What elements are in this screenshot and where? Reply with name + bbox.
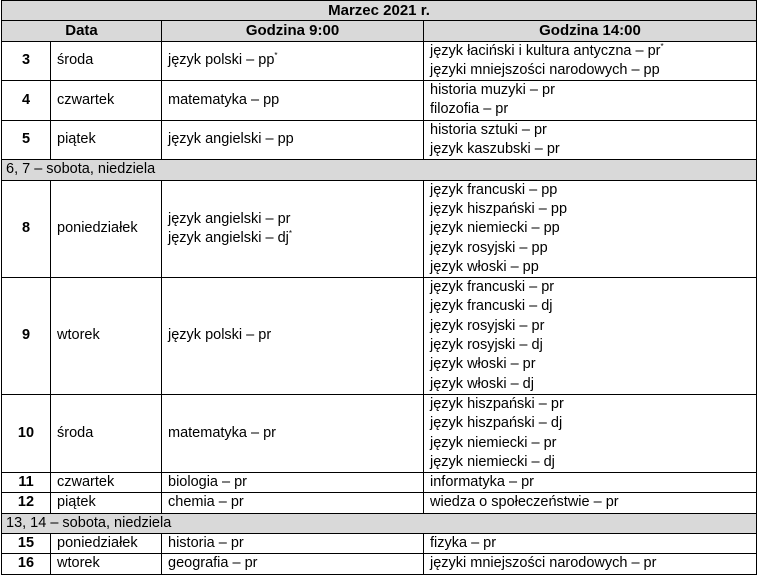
morning-exams	[162, 81, 424, 121]
morning-exams	[162, 534, 424, 554]
day-row	[2, 81, 757, 121]
subject-entry	[168, 424, 417, 443]
day-row	[2, 554, 757, 574]
subject-text: język rosyjski – pp	[430, 239, 548, 256]
subject-entry	[168, 51, 417, 70]
subject-entry	[168, 534, 417, 553]
subject-entry	[430, 493, 750, 512]
subject-entry	[430, 100, 750, 119]
header-am: Godzina 9:00	[162, 21, 424, 41]
subject-entry	[168, 326, 417, 345]
subject-entry	[168, 229, 417, 248]
weekday: wtorek	[51, 278, 162, 395]
day-number: 4	[2, 81, 51, 121]
subject-text: język niemiecki – pp	[430, 220, 560, 237]
subject-entry	[430, 453, 750, 472]
weekday: poniedziałek	[51, 534, 162, 554]
day-row	[2, 41, 757, 81]
morning-exams	[162, 180, 424, 277]
weekday: piątek	[51, 493, 162, 513]
day-number: 3	[2, 41, 51, 81]
subject-entry	[430, 355, 750, 374]
subject-text: język hiszpański – pr	[430, 395, 564, 412]
afternoon-exams	[424, 180, 757, 277]
subject-text: język polski – pp	[168, 52, 275, 69]
morning-exams	[162, 473, 424, 493]
subject-entry	[430, 200, 750, 219]
day-number: 15	[2, 534, 51, 554]
afternoon-exams	[424, 394, 757, 472]
day-number: 10	[2, 394, 51, 472]
subject-entry	[168, 130, 417, 149]
subject-entry	[430, 81, 750, 100]
day-row	[2, 493, 757, 513]
subject-entry	[430, 121, 750, 140]
subject-entry	[168, 554, 417, 573]
subject-entry	[430, 434, 750, 453]
subject-text: język angielski – pr	[168, 210, 291, 227]
day-number: 11	[2, 473, 51, 493]
morning-exams	[162, 120, 424, 160]
subject-entry	[430, 42, 750, 61]
day-number: 9	[2, 278, 51, 395]
subject-text: języki mniejszości narodowych – pp	[430, 61, 660, 78]
subject-text: chemia – pr	[168, 494, 244, 511]
day-number: 5	[2, 120, 51, 160]
subject-text: matematyka – pr	[168, 424, 276, 441]
morning-exams	[162, 41, 424, 81]
subject-text: wiedza o społeczeństwie – pr	[430, 494, 619, 511]
footnote-mark: *	[274, 51, 278, 61]
subject-entry	[430, 258, 750, 277]
afternoon-exams	[424, 493, 757, 513]
footnote-mark: *	[288, 229, 293, 239]
day-row	[2, 120, 757, 160]
subject-entry	[430, 414, 750, 433]
day-number: 12	[2, 493, 51, 513]
subject-entry	[168, 493, 417, 512]
subject-text: język łaciński i kultura antyczna – pr	[430, 42, 661, 59]
subject-text: historia muzyki – pr	[430, 82, 555, 99]
exam-schedule-table	[1, 0, 757, 575]
morning-exams	[162, 493, 424, 513]
morning-exams	[162, 554, 424, 574]
subject-entry	[168, 210, 417, 229]
table-header-row	[2, 21, 757, 41]
subject-entry	[430, 395, 750, 414]
weekday: poniedziałek	[51, 180, 162, 277]
day-row	[2, 534, 757, 554]
subject-text: język angielski – pp	[168, 131, 294, 148]
subject-text: język francuski – dj	[430, 298, 553, 315]
subject-entry	[168, 473, 417, 492]
subject-text: język włoski – pp	[430, 258, 539, 275]
day-number: 8	[2, 180, 51, 277]
subject-entry	[430, 554, 750, 573]
subject-text: język francuski – pp	[430, 181, 558, 198]
subject-text: język polski – pr	[168, 327, 272, 344]
subject-entry	[430, 336, 750, 355]
subject-entry	[430, 297, 750, 316]
header-date: Data	[2, 21, 162, 41]
subject-text: geografia – pr	[168, 555, 258, 572]
subject-text: język francuski – pr	[430, 279, 555, 296]
subject-entry	[430, 140, 750, 159]
weekend-label: 13, 14 – sobota, niedziela	[2, 513, 757, 533]
subject-text: język angielski – dj	[168, 229, 289, 246]
afternoon-exams	[424, 534, 757, 554]
subject-entry	[430, 61, 750, 80]
subject-text: fizyka – pr	[430, 535, 497, 552]
subject-entry	[430, 317, 750, 336]
subject-text: język włoski – dj	[430, 375, 534, 392]
table-title: Marzec 2021 r.	[2, 1, 757, 21]
weekday: czwartek	[51, 473, 162, 493]
weekday: czwartek	[51, 81, 162, 121]
day-row	[2, 394, 757, 472]
subject-entry	[430, 239, 750, 258]
afternoon-exams	[424, 81, 757, 121]
afternoon-exams	[424, 554, 757, 574]
weekend-row	[2, 513, 757, 533]
day-row	[2, 278, 757, 395]
afternoon-exams	[424, 41, 757, 81]
day-row	[2, 180, 757, 277]
weekend-label: 6, 7 – sobota, niedziela	[2, 160, 757, 180]
subject-text: informatyka – pr	[430, 474, 534, 491]
subject-text: język kaszubski – pr	[430, 141, 560, 158]
subject-entry	[430, 375, 750, 394]
day-number: 16	[2, 554, 51, 574]
subject-entry	[430, 219, 750, 238]
morning-exams	[162, 278, 424, 395]
day-row	[2, 473, 757, 493]
subject-entry	[430, 534, 750, 553]
footnote-mark: *	[660, 41, 664, 51]
subject-text: język niemiecki – dj	[430, 453, 555, 470]
subject-text: język włoski – pr	[430, 356, 536, 373]
morning-exams	[162, 394, 424, 472]
afternoon-exams	[424, 120, 757, 160]
table-title-row	[2, 1, 757, 21]
weekday: środa	[51, 394, 162, 472]
afternoon-exams	[424, 278, 757, 395]
subject-text: matematyka – pp	[168, 91, 280, 108]
subject-text: biologia – pr	[168, 474, 247, 491]
subject-text: język hiszpański – pp	[430, 200, 568, 217]
subject-entry	[430, 278, 750, 297]
subject-text: języki mniejszości narodowych – pr	[430, 555, 657, 572]
subject-entry	[430, 181, 750, 200]
weekday: piątek	[51, 120, 162, 160]
subject-entry	[430, 473, 750, 492]
subject-text: filozofia – pr	[430, 101, 509, 118]
subject-text: język rosyjski – dj	[430, 337, 543, 354]
weekend-row	[2, 160, 757, 180]
subject-text: historia – pr	[168, 535, 244, 552]
header-pm: Godzina 14:00	[424, 21, 757, 41]
subject-text: język niemiecki – pr	[430, 434, 557, 451]
subject-text: historia sztuki – pr	[430, 121, 547, 138]
schedule-body	[2, 41, 757, 574]
afternoon-exams	[424, 473, 757, 493]
weekday: wtorek	[51, 554, 162, 574]
subject-text: język hiszpański – dj	[430, 415, 563, 432]
weekday: środa	[51, 41, 162, 81]
subject-text: język rosyjski – pr	[430, 317, 545, 334]
subject-entry	[168, 91, 417, 110]
